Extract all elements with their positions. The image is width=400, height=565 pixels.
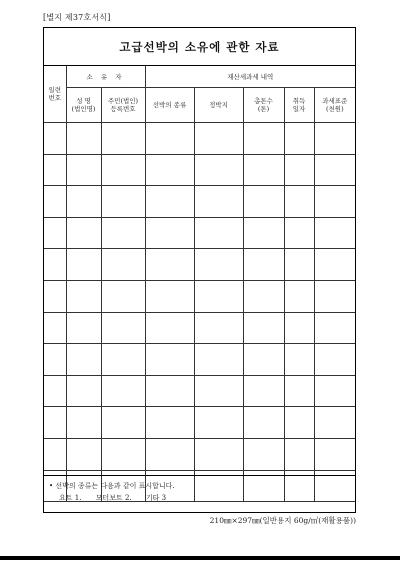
table-cell[interactable] <box>194 407 243 439</box>
table-cell[interactable] <box>194 438 243 470</box>
table-cell[interactable] <box>66 154 101 186</box>
table-cell[interactable] <box>243 375 284 407</box>
table-cell[interactable] <box>145 280 194 312</box>
table-cell[interactable] <box>284 123 314 155</box>
table-cell[interactable] <box>284 312 314 344</box>
table-cell[interactable] <box>284 344 314 376</box>
table-cell[interactable] <box>44 407 66 439</box>
code-motorboat: 모터보트 2. <box>95 494 132 502</box>
ship-ownership-table <box>44 66 355 502</box>
paper-spec: 210㎜×297㎜(일반용지 60g/㎡(재활용품)) <box>209 516 356 525</box>
header-serial-number: 일련 번호 <box>44 66 66 123</box>
table-cell[interactable] <box>145 407 194 439</box>
table-row <box>44 344 355 376</box>
code-yacht: 요트 1. <box>59 494 82 502</box>
table-cell[interactable] <box>101 280 145 312</box>
table-cell[interactable] <box>66 186 101 218</box>
note-box <box>44 475 355 512</box>
table-cell[interactable] <box>243 123 284 155</box>
form-title: 고급선박의 소유에 관한 자료 <box>119 39 280 54</box>
table-cell[interactable] <box>66 217 101 249</box>
table-row <box>44 154 355 186</box>
table-cell[interactable] <box>243 217 284 249</box>
table-cell[interactable] <box>314 312 355 344</box>
table-cell[interactable] <box>284 186 314 218</box>
table-cell[interactable] <box>44 344 66 376</box>
table-cell[interactable] <box>284 249 314 281</box>
table-cell[interactable] <box>145 123 194 155</box>
table-cell[interactable] <box>194 123 243 155</box>
header-owner-name: 성 명 (법인명) <box>66 88 101 123</box>
table-cell[interactable] <box>145 186 194 218</box>
table-cell[interactable] <box>194 249 243 281</box>
table-cell[interactable] <box>44 312 66 344</box>
table-row <box>44 280 355 312</box>
table-cell[interactable] <box>243 186 284 218</box>
table-cell[interactable] <box>243 249 284 281</box>
table-cell[interactable] <box>145 312 194 344</box>
code-other: 기타 3 <box>145 494 167 502</box>
header-anchorage: 정박지 <box>194 88 243 123</box>
header-ship-type: 선박의 종류 <box>145 88 194 123</box>
table-cell[interactable] <box>284 280 314 312</box>
table-cell[interactable] <box>101 344 145 376</box>
table-cell[interactable] <box>66 344 101 376</box>
table-cell[interactable] <box>44 249 66 281</box>
table-cell[interactable] <box>314 344 355 376</box>
table-cell[interactable] <box>194 280 243 312</box>
table-cell[interactable] <box>243 344 284 376</box>
table-row <box>44 375 355 407</box>
table-row <box>44 123 355 155</box>
table-cell[interactable] <box>284 154 314 186</box>
table-cell[interactable] <box>101 123 145 155</box>
header-property-tax-group: 재산세과세 내역 <box>145 66 355 88</box>
table-row <box>44 249 355 281</box>
table-cell[interactable] <box>243 312 284 344</box>
table-cell[interactable] <box>145 438 194 470</box>
table-cell[interactable] <box>145 249 194 281</box>
table-cell[interactable] <box>284 217 314 249</box>
ship-type-codes <box>49 492 355 504</box>
table-cell[interactable] <box>314 438 355 470</box>
table-row <box>44 407 355 439</box>
table-cell[interactable] <box>194 154 243 186</box>
table-cell[interactable] <box>194 217 243 249</box>
table-cell[interactable] <box>101 249 145 281</box>
header-registration-number: 주민(법인) 등록번호 <box>101 88 145 123</box>
table-cell[interactable] <box>194 375 243 407</box>
table-cell[interactable] <box>66 249 101 281</box>
title-box <box>44 28 355 66</box>
table-cell[interactable] <box>314 407 355 439</box>
table-cell[interactable] <box>194 186 243 218</box>
table-cell[interactable] <box>101 154 145 186</box>
page-bottom-rule <box>0 556 400 560</box>
table-cell[interactable] <box>44 280 66 312</box>
form-number-label: [별지 제37호서식] <box>43 13 111 22</box>
table-cell[interactable] <box>243 280 284 312</box>
table-row <box>44 438 355 470</box>
table-cell[interactable] <box>314 249 355 281</box>
table-cell[interactable] <box>44 217 66 249</box>
table-cell[interactable] <box>66 438 101 470</box>
table-cell[interactable] <box>66 407 101 439</box>
header-owner-group: 소 유 자 <box>66 66 145 88</box>
table-cell[interactable] <box>101 312 145 344</box>
header-gross-tonnage: 총톤수 (톤) <box>243 88 284 123</box>
table-cell[interactable] <box>145 375 194 407</box>
table-cell[interactable] <box>314 375 355 407</box>
table-cell[interactable] <box>66 312 101 344</box>
table-cell[interactable] <box>66 123 101 155</box>
table-cell[interactable] <box>101 438 145 470</box>
table-cell[interactable] <box>145 217 194 249</box>
table-cell[interactable] <box>243 154 284 186</box>
table-cell[interactable] <box>243 407 284 439</box>
form-frame <box>43 27 356 513</box>
table-row <box>44 186 355 218</box>
table-row <box>44 312 355 344</box>
table-cell[interactable] <box>66 280 101 312</box>
table-cell[interactable] <box>44 154 66 186</box>
table-cell[interactable] <box>44 186 66 218</box>
table-cell[interactable] <box>284 375 314 407</box>
table-cell[interactable] <box>314 123 355 155</box>
table-cell[interactable] <box>314 186 355 218</box>
table-cell[interactable] <box>145 154 194 186</box>
table-row <box>44 217 355 249</box>
table-cell[interactable] <box>44 438 66 470</box>
note-text: • 선박의 종류는 다음과 같이 표시합니다. <box>49 482 175 490</box>
table-cell[interactable] <box>101 375 145 407</box>
table-cell[interactable] <box>194 312 243 344</box>
table-cell[interactable] <box>101 407 145 439</box>
table-cell[interactable] <box>314 154 355 186</box>
table-cell[interactable] <box>284 438 314 470</box>
table-cell[interactable] <box>101 217 145 249</box>
table-cell[interactable] <box>44 123 66 155</box>
table-cell[interactable] <box>314 280 355 312</box>
table-cell[interactable] <box>66 375 101 407</box>
table-cell[interactable] <box>194 344 243 376</box>
header-tax-base: 과세표준 (천원) <box>314 88 355 123</box>
table-cell[interactable] <box>243 438 284 470</box>
table-cell[interactable] <box>284 407 314 439</box>
table-cell[interactable] <box>314 217 355 249</box>
table-cell[interactable] <box>145 344 194 376</box>
table-cell[interactable] <box>101 186 145 218</box>
header-acquisition-date: 취득 일자 <box>284 88 314 123</box>
table-cell[interactable] <box>44 375 66 407</box>
